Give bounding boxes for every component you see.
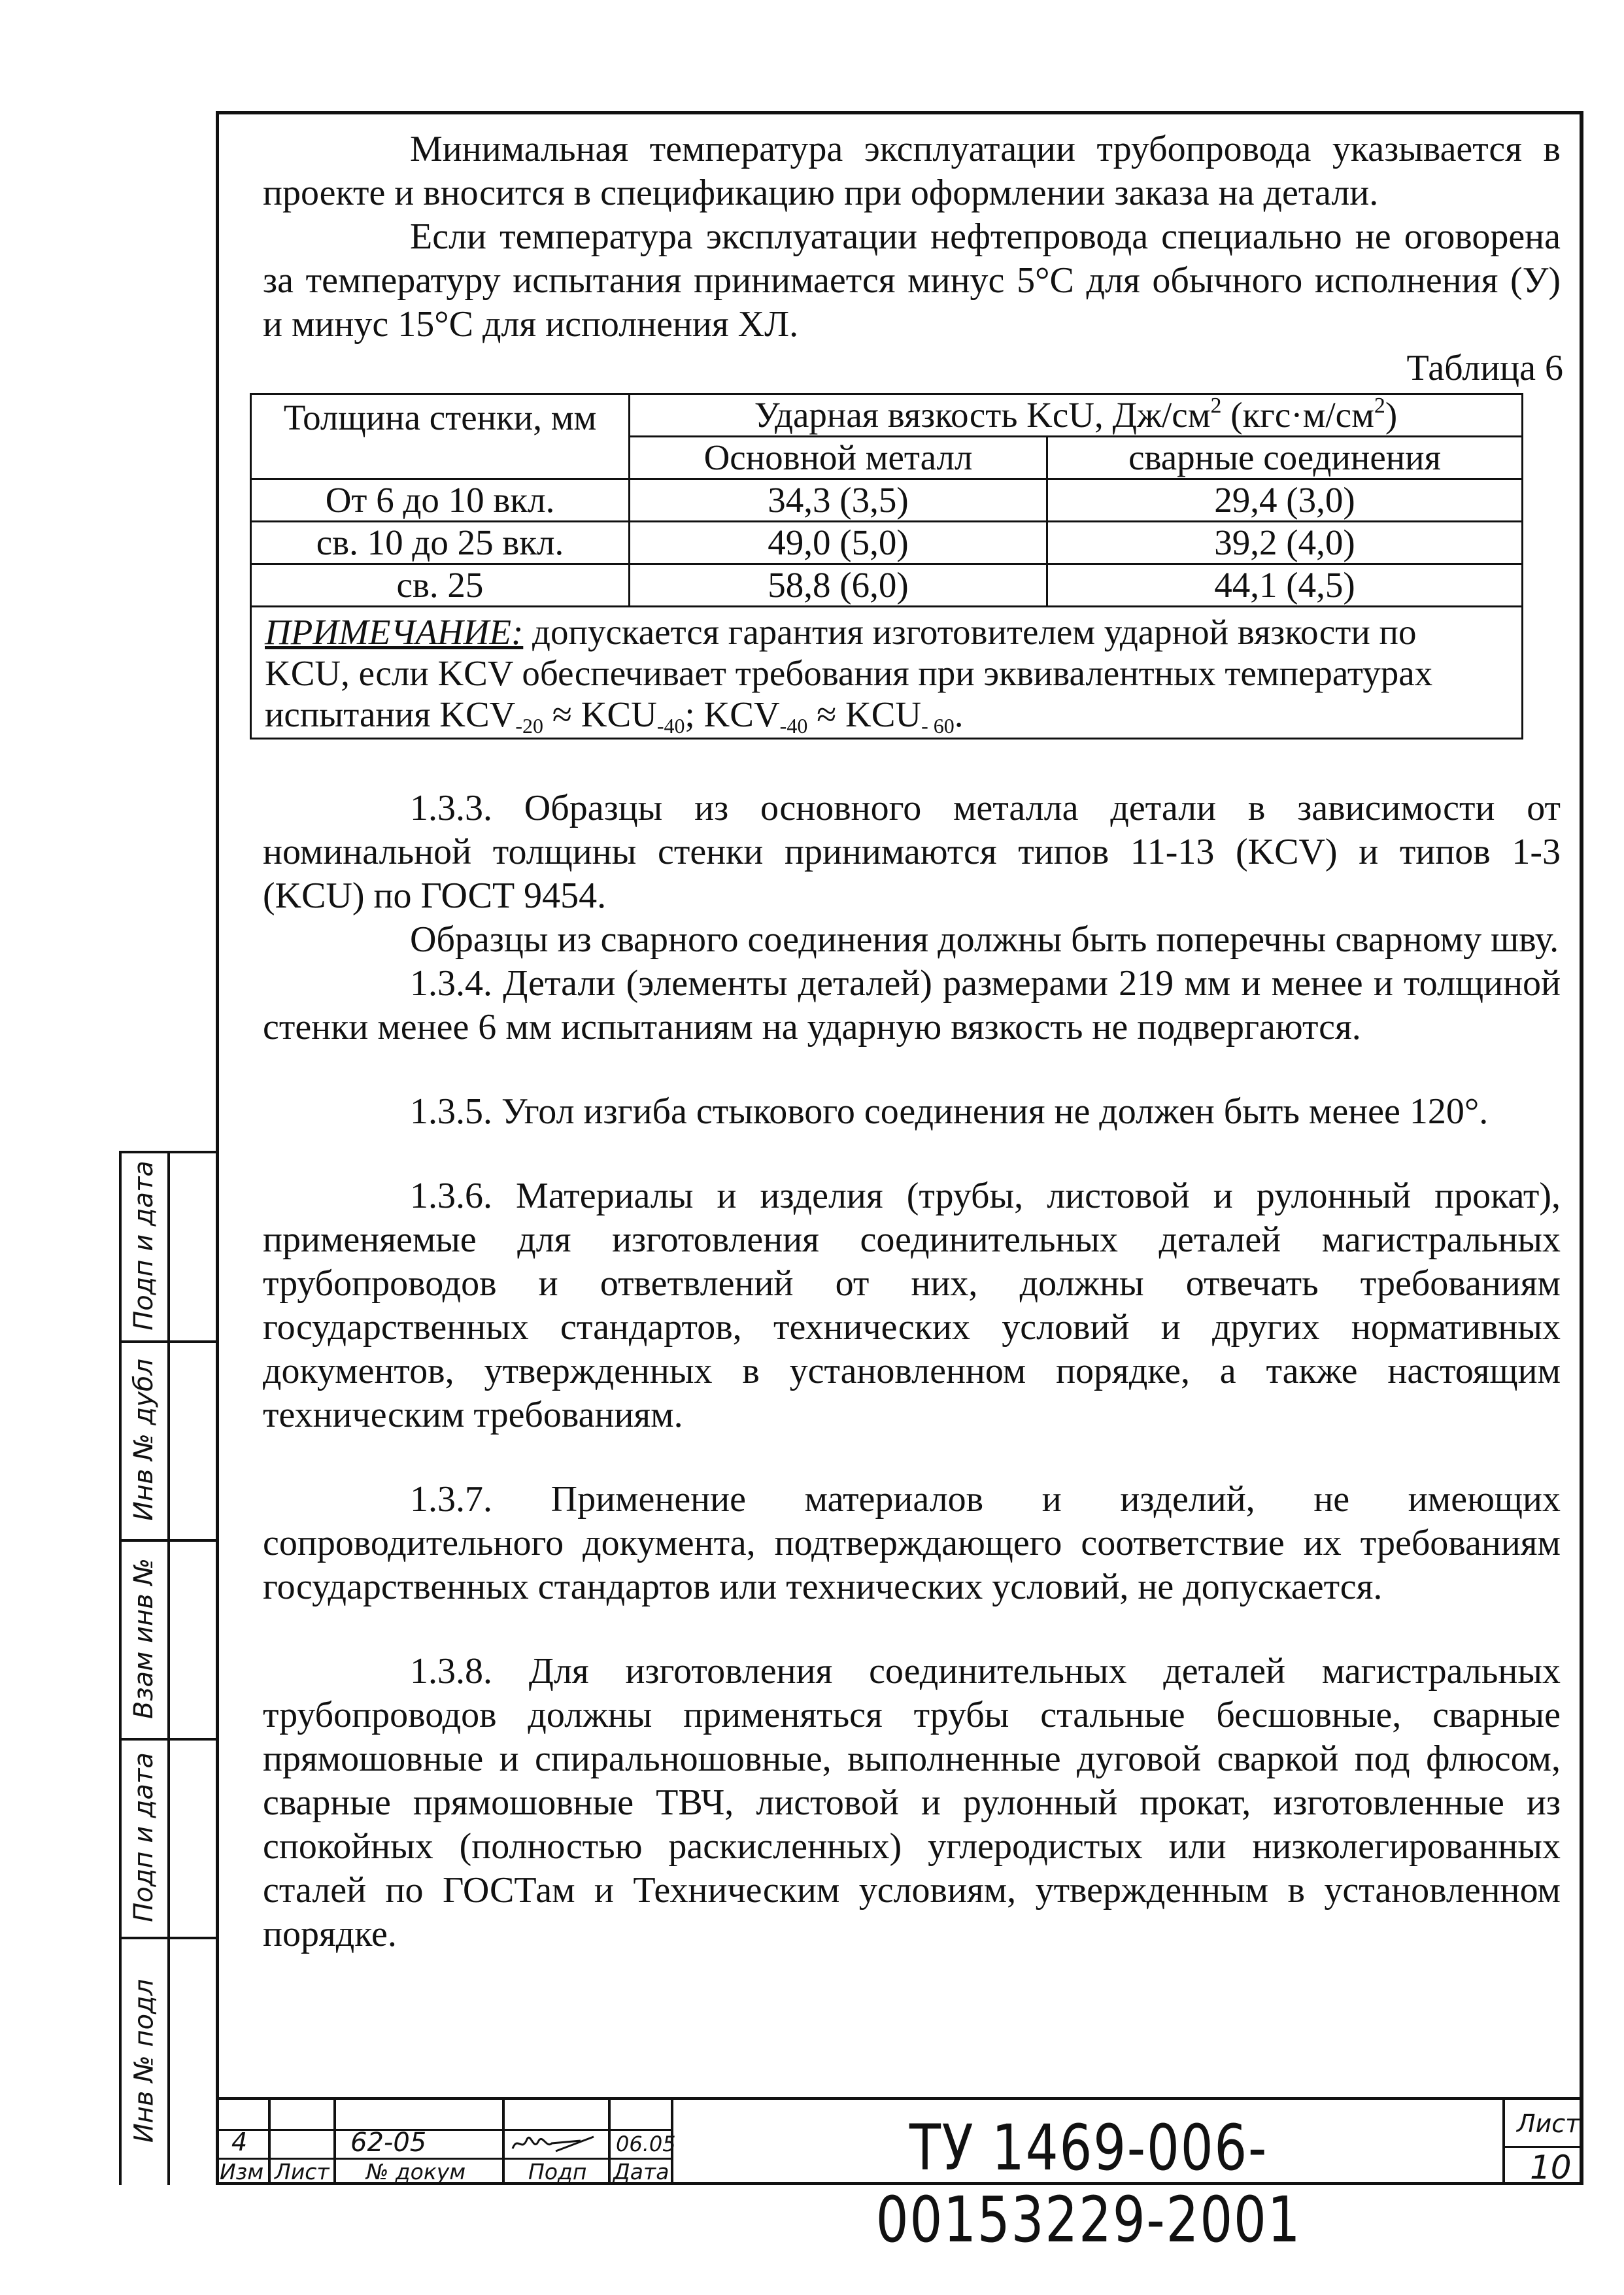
- table-header-row: [251, 394, 1523, 437]
- impact-strength-table-wrapper: [250, 393, 1523, 740]
- paragraph-1-3-4: 1.3.4. Детали (элементы деталей) размерами 219 мм и менее и толщиной стенки менее 6 мм испытаниям на ударную вязкость не подвергаются.: [263, 963, 1561, 1047]
- signature-mark: [509, 2129, 600, 2158]
- tb-divider: [268, 2100, 271, 2185]
- document-body: [263, 128, 1561, 1956]
- header-impact-strength: Ударная вязкость KcU, $Дж/см^2$ $(кгс\cdot м/см^2)$: [630, 394, 1523, 437]
- sheet-number: 10: [1530, 2149, 1572, 2186]
- tb-divider: [1502, 2100, 1505, 2185]
- margin-label-dup-inv: Инв № дубл: [129, 1358, 159, 1522]
- cell-weld: 39,2 (4,0): [1047, 522, 1523, 564]
- cell-weld: 29,4 (3,0): [1047, 479, 1523, 522]
- table-row: [251, 564, 1523, 607]
- margin-label-orig-inv: Инв № подл: [129, 1979, 159, 2143]
- tb-row-line: [216, 2129, 671, 2131]
- caption-list: Лист: [275, 2159, 330, 2184]
- margin-label-replace-inv: Взам инв №: [129, 1557, 159, 1720]
- revision-number: 4: [231, 2128, 248, 2156]
- cell-weld: 44,1 (4,5): [1047, 564, 1523, 607]
- table-row: [251, 522, 1523, 564]
- tb-row-line: [1502, 2146, 1583, 2148]
- table-row: [251, 479, 1523, 522]
- paragraph-1-3-8: 1.3.8. Для изготовления соединительных деталей магистральных трубопроводов должны применяться трубы стальные бесшовные, сварные прямошовные и спиральношовные, выполненные дуговой сваркой под флюсом, сварные прямошовные ТВЧ, листовой и рулонный прокат, изготовленные из спокойных (полностью раскисленных) углеродистых или низколегированных сталей по ГОСТам и Техническим условиям, утвержденным в установленном порядке.: [263, 1651, 1561, 1954]
- sheet-label: Лист: [1517, 2109, 1580, 2138]
- note-label: ПРИМЕЧАНИЕ:: [265, 612, 524, 652]
- doc-reference: 62-05: [350, 2128, 427, 2158]
- tb-divider: [216, 2100, 218, 2185]
- paragraph-1-3-6: 1.3.6. Материалы и изделия (трубы, листовой и рулонный прокат), применяемые для изготовления соединительных деталей магистральных трубопроводов и ответвлений от них, должны отвечать требованиям государственных стандартов, технических условий и других нормативных документов, утвержденных в установленном порядке, а также настоящим техническим требованиям.: [263, 1176, 1561, 1435]
- cell-thickness: св. 25: [251, 564, 630, 607]
- paragraph-1-3-3: 1.3.3. Образцы из основного металла детали в зависимости от номинальной толщины стенки принимаются типов 11-13 (KCV) и типов 1-3 (KCU) по ГОСТ 9454.: [263, 788, 1561, 916]
- header-welded-joints: сварные соединения: [1047, 437, 1523, 479]
- caption-date: Дата: [613, 2159, 669, 2184]
- paragraph-min-temperature: Минимальная температура эксплуатации трубопровода указывается в проекте и вносится в спецификацию при оформлении заказа на детали.: [263, 129, 1561, 213]
- cell-base-metal: 58,8 (6,0): [630, 564, 1047, 607]
- header-wall-thickness: Толщина стенки, мм: [251, 394, 630, 479]
- table-note: ПРИМЕЧАНИЕ: допускается гарантия изготовителем ударной вязкости по KCU, если KCV обеспечивает требования при эквивалентных температурах испытания $KCV_{-20} \approx KCU_{-40}$; $KCV_{-40} \approx KCU_{- 60}$.: [251, 607, 1523, 739]
- table-caption: Таблица 6: [1406, 348, 1563, 388]
- caption-signature: Подп: [528, 2159, 587, 2184]
- paragraph-1-3-7: 1.3.7. Применение материалов и изделий, не имеющих сопроводительного документа, подтверждающего соответствие их требованиям государственных стандартов или технических условий, не допускается.: [263, 1479, 1561, 1607]
- cell-base-metal: 49,0 (5,0): [630, 522, 1047, 564]
- margin-label-sign-date: Подп и дата: [129, 1752, 160, 1922]
- signature-date: 06.05: [616, 2132, 676, 2156]
- margin-stamp: [119, 1151, 216, 2185]
- caption-doc-number: № докум: [366, 2159, 466, 2184]
- paragraph-weld-samples: Образцы из сварного соединения должны быть поперечны сварному шву.: [410, 919, 1559, 960]
- table-note-row: [251, 607, 1523, 739]
- document-code: ТУ 1469-006-00153229-2001: [875, 2111, 1302, 2256]
- cell-thickness: св. 10 до 25 вкл.: [251, 522, 630, 564]
- impact-strength-table: [250, 393, 1523, 740]
- tb-divider: [333, 2100, 336, 2185]
- caption-izm: Изм: [220, 2159, 264, 2184]
- tb-divider: [608, 2100, 611, 2185]
- title-block: [216, 2097, 1583, 2256]
- tb-divider: [502, 2100, 505, 2185]
- cell-base-metal: 34,3 (3,5): [630, 479, 1047, 522]
- paragraph-test-temperature: Если температура эксплуатации нефтепровода специально не оговорена за температуру испытания принимается минус 5°С для обычного исполнения (У) и минус 15°С для исполнения ХЛ.: [263, 216, 1561, 345]
- paragraph-1-3-5: 1.3.5. Угол изгиба стыкового соединения не должен быть менее 120°.: [410, 1091, 1489, 1132]
- margin-label-sign-date-top: Подп и дата: [129, 1161, 160, 1331]
- header-base-metal: Основной металл: [630, 437, 1047, 479]
- cell-thickness: От 6 до 10 вкл.: [251, 479, 630, 522]
